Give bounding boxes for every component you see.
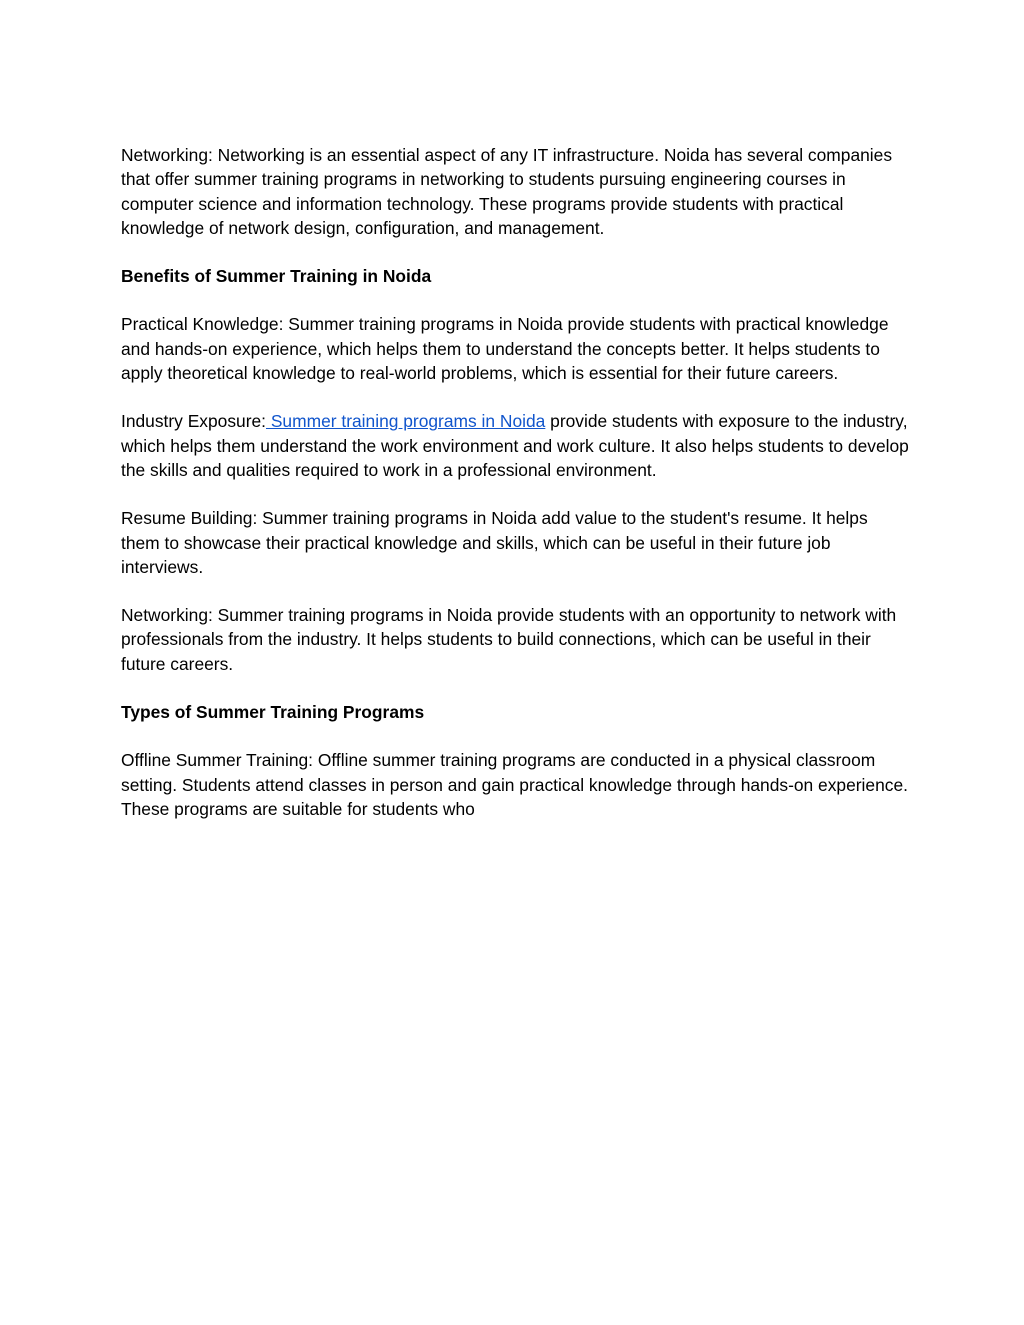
industry-exposure-suffix: provide students with exposure to the industry, which helps them understand the work environment and work culture. It also helps students to develop the skills and qualities required to work in a professional environment. [121, 411, 909, 480]
document-page [121, 143, 911, 845]
paragraph-offline-training: Offline Summer Training: Offline summer training programs are conducted in a physical classroom setting. Students attend classes in person and gain practical knowledge through hands-on experience. These programs are suitable for students who [121, 750, 908, 819]
paragraph-industry-exposure [121, 409, 911, 482]
summer-training-link[interactable]: Summer training programs in Noida [266, 411, 546, 432]
paragraph-networking-intro: Networking: Networking is an essential aspect of any IT infrastructure. Noida has several companies that offer summer training programs in networking to students pursuing engineering courses in computer science and information technology. These programs provide students with practical knowledge of network design, configuration, and management. [121, 145, 893, 238]
paragraph-practical-knowledge: Practical Knowledge: Summer training programs in Noida provide students with practical knowledge and hands-on experience, which helps them to understand the concepts better. It helps students to apply theoretical knowledge to real-world problems, which is essential for their future careers. [121, 314, 889, 384]
heading-types: Types of Summer Training Programs [121, 702, 425, 723]
industry-exposure-prefix: Industry Exposure: [121, 411, 266, 432]
paragraph-networking-benefit: Networking: Summer training programs in Noida provide students with an opportunity to network with professionals from the industry. It helps students to build connections, which can be useful in their future careers. [121, 605, 897, 674]
paragraph-resume-building: Resume Building: Summer training programs in Noida add value to the student's resume. It helps them to showcase their practical knowledge and skills, which can be useful in their future job interviews. [121, 508, 868, 577]
heading-benefits: Benefits of Summer Training in Noida [121, 266, 432, 287]
